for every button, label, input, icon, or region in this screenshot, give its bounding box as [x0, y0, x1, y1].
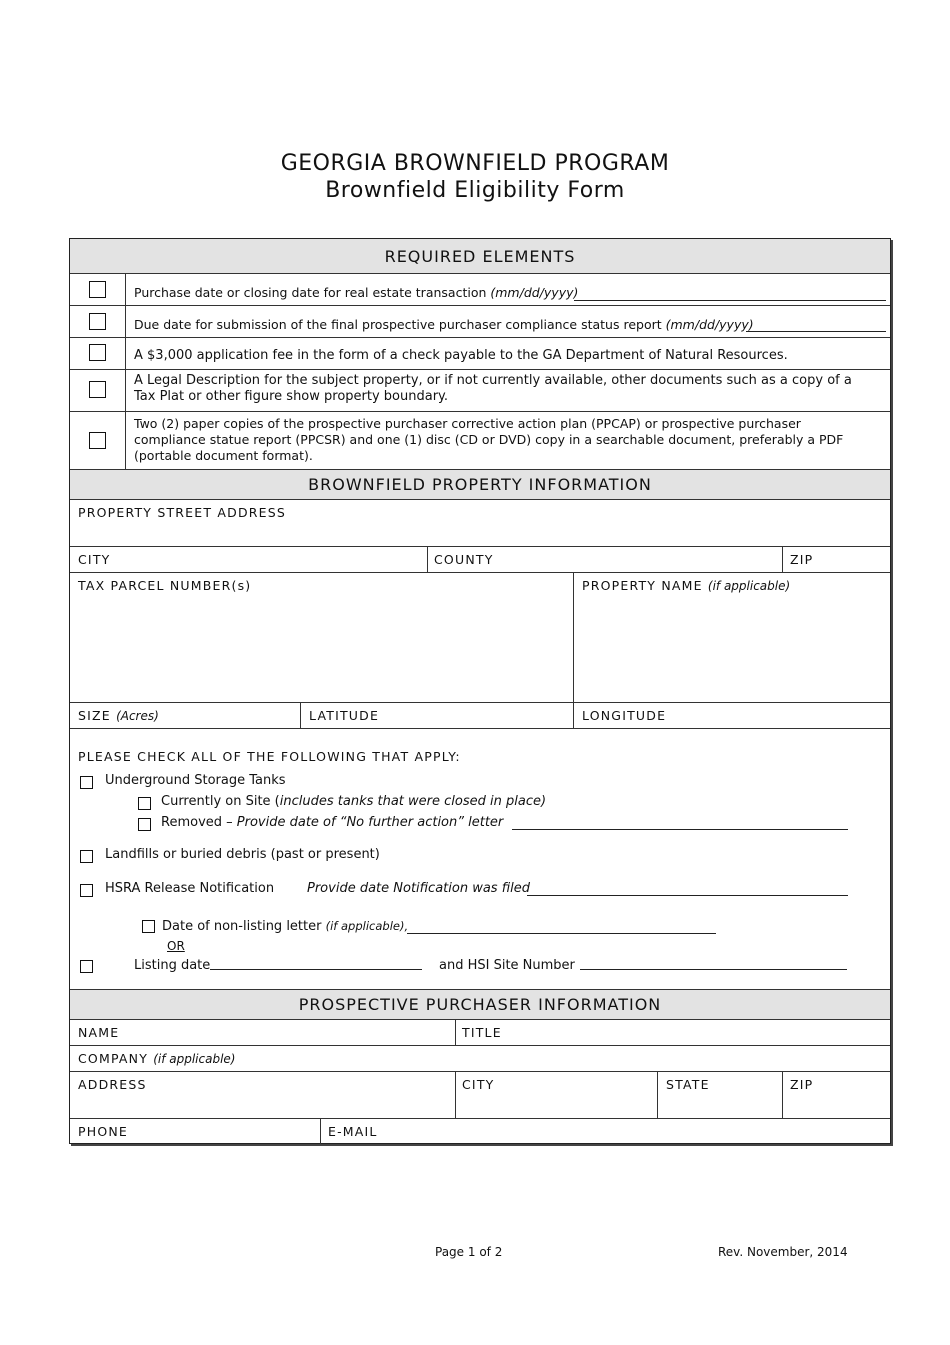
required-item-text: A $3,000 application fee in the form of a check payable to the GA Department of Natural Resources. — [134, 348, 788, 363]
purchase-date-line[interactable] — [574, 300, 886, 301]
revision-date: Rev. November, 2014 — [718, 1245, 848, 1259]
nonlisting-date-line[interactable] — [407, 933, 716, 934]
purchaser-city-label: CITY — [462, 1077, 495, 1092]
ust-label: Underground Storage Tanks — [105, 773, 286, 788]
property-info-heading: BROWNFIELD PROPERTY INFORMATION — [70, 470, 890, 499]
tax-parcel-label: TAX PARCEL NUMBER(s) — [78, 578, 252, 593]
purchaser-state-label: STATE — [666, 1077, 710, 1092]
hsra-date-line[interactable] — [527, 895, 848, 896]
removed-checkbox[interactable] — [138, 818, 151, 831]
nonlisting-label: Date of non-listing letter (if applicable), — [162, 919, 409, 934]
phone-label: PHONE — [78, 1124, 129, 1139]
listing-checkbox[interactable] — [80, 960, 93, 973]
latitude-label: LATITUDE — [309, 708, 380, 723]
street-address-label: PROPERTY STREET ADDRESS — [78, 505, 287, 520]
landfills-label: Landfills or buried debris (past or present) — [105, 847, 380, 862]
zip-label: ZIP — [790, 552, 814, 567]
hsi-number-line[interactable] — [580, 969, 847, 970]
hsra-checkbox[interactable] — [80, 884, 93, 897]
required-elements-heading: REQUIRED ELEMENTS — [70, 239, 890, 273]
required-item-text: A Legal Description for the subject property, or if not currently available, other documents such as a copy of a Tax Plat or other figure show property boundary. — [134, 373, 852, 404]
required-item-text: Due date for submission of the final prospective purchaser compliance status report (mm/dd/yyyy) — [134, 317, 754, 332]
landfills-checkbox[interactable] — [80, 850, 93, 863]
property-name-label: PROPERTY NAME (if applicable) — [582, 578, 791, 593]
or-label: OR — [167, 939, 185, 953]
listing-label: Listing date — [134, 958, 211, 973]
listing-date-line[interactable] — [210, 969, 422, 970]
removed-label: Removed – Provide date of “No further action” letter — [161, 815, 504, 830]
ust-checkbox[interactable] — [80, 776, 93, 789]
due-date-line[interactable] — [746, 331, 886, 332]
page-number: Page 1 of 2 — [435, 1245, 503, 1259]
required-item-checkbox[interactable] — [89, 344, 106, 361]
on-site-checkbox[interactable] — [138, 797, 151, 810]
required-item-text: Purchase date or closing date for real estate transaction (mm/dd/yyyy) — [134, 285, 579, 300]
nonlisting-checkbox[interactable] — [142, 920, 155, 933]
hsra-hint: Provide date Notification was filed — [307, 881, 530, 896]
city-label: CITY — [78, 552, 111, 567]
longitude-label: LONGITUDE — [582, 708, 667, 723]
on-site-label: Currently on Site (includes tanks that were closed in place) — [161, 794, 547, 809]
required-item-checkbox[interactable] — [89, 281, 106, 298]
email-label: E-MAIL — [328, 1124, 378, 1139]
purchaser-title-label: TITLE — [462, 1025, 502, 1040]
program-title: GEORGIA BROWNFIELD PROGRAM — [280, 151, 670, 176]
required-item-checkbox[interactable] — [89, 381, 106, 398]
form-title: Brownfield Eligibility Form — [325, 178, 625, 203]
county-label: COUNTY — [434, 552, 494, 567]
required-item-checkbox[interactable] — [89, 432, 106, 449]
hsra-label: HSRA Release Notification — [105, 881, 275, 896]
check-all-heading: PLEASE CHECK ALL OF THE FOLLOWING THAT APPLY: — [78, 749, 461, 764]
purchaser-address-label: ADDRESS — [78, 1077, 147, 1092]
purchaser-name-label: NAME — [78, 1025, 120, 1040]
purchaser-info-heading: PROSPECTIVE PURCHASER INFORMATION — [70, 990, 890, 1019]
hsi-label: and HSI Site Number — [439, 958, 575, 973]
eligibility-form — [69, 238, 891, 1144]
size-label: SIZE (Acres) — [78, 708, 159, 723]
purchaser-zip-label: ZIP — [790, 1077, 814, 1092]
required-item-checkbox[interactable] — [89, 313, 106, 330]
required-item-text: Two (2) paper copies of the prospective purchaser corrective action plan (PPCAP) or prospective purchaser compliance statue report (PPCSR) and one (1) disc (CD or DVD) copy in a searchable document, preferably a PDF (portable document format). — [134, 416, 844, 463]
company-label: COMPANY (if applicable) — [78, 1051, 236, 1066]
removed-date-line[interactable] — [512, 829, 848, 830]
